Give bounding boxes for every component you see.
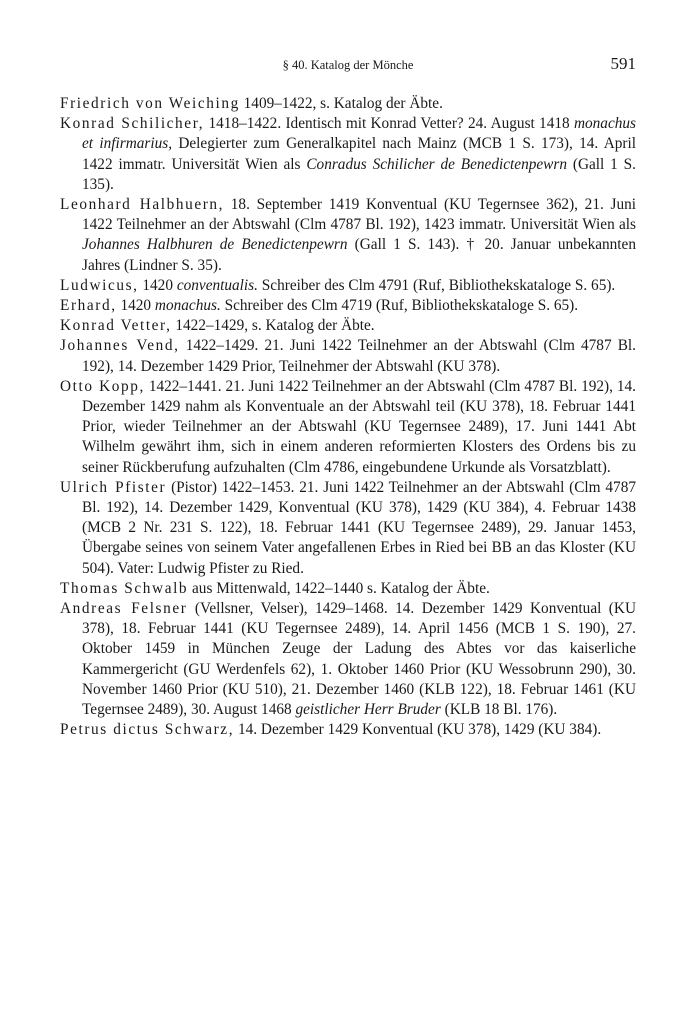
catalog-entry <box>60 296 636 316</box>
entry-text: aus Mittenwald, 1422–1440 s. Katalog der Äbte. <box>188 579 490 597</box>
monk-name: Friedrich von Weiching <box>60 95 240 112</box>
entry-text: (Vellsner, Velser), 1429–1468. 14. Dezember 1429 Konventual (KU 378), 18. Februar 1441 (KU Tegernsee 2489), 14. April 1456 (MCB 1 S. 190), 27. Oktober 1459 in München Zeuge der Ladung des Abtes vor das kaiserliche Kammergericht (GU Werdenfels 62), 1. Oktober 1460 Prior (KU Wessobrunn 290), 30. November 1460 Prior (KU 510), 21. Dezember 1460 (KLB 122), 18. Februar 1461 (KU Tegernsee 2489), 30. August 1468 <box>82 600 636 719</box>
page-number: 591 <box>610 54 636 73</box>
monk-name: Thomas Schwalb <box>60 579 189 597</box>
entry-text: 1422–1429. 21. Juni 1422 Teilnehmer an der Abtswahl (Clm 4787 Bl. 192), 14. Dezember 1429 Prior, Teilnehmer der Abtswahl (KU 378). <box>82 337 636 375</box>
monk-name: Ulrich Pfister <box>60 478 167 496</box>
catalog-entry <box>60 114 636 195</box>
header-title: § 40. Katalog der Mönche <box>282 58 414 72</box>
entry-text: (KLB 18 Bl. 176). <box>440 701 558 719</box>
italic-quotation: Johannes Halbhuren de Benedictenpewrn <box>82 236 348 254</box>
catalog-entry <box>60 377 636 478</box>
entry-text: (Pistor) 1422–1453. 21. Juni 1422 Teilnehmer an der Abtswahl (Clm 4787 Bl. 192), 14. Dezember 1429, Konventual (KU 378), 1429 (KU 384), 4. Februar 1438 (MCB 2 Nr. 231 S. 122), 18. Februar 1441 (KU Tegernsee 2489), 29. Januar 1453, Übergabe seines von seinem Vater angefallenen Erbes in Ried bei BB an das Kloster (KU 504). Vater: Ludwig Pfister zu Ried. <box>82 478 636 577</box>
catalog-entry <box>60 336 636 376</box>
monk-name: Andreas Felsner <box>60 600 188 618</box>
italic-quotation: conventualis. <box>176 276 258 294</box>
italic-quotation: geistlicher Herr Bruder <box>295 701 441 719</box>
entry-text: 1420 <box>116 297 155 315</box>
entry-text: 1422–1441. 21. Juni 1422 Teilnehmer an der Abtswahl (Clm 4787 Bl. 192), 14. Dezember 1429 nahm als Konventuale an der Abtswahl teil (KU 378), 18. Februar 1441 Prior, wieder Teilnehmer an der Abtswahl (KU Tegernsee 2489), 17. Juni 1441 Abt Wilhelm gewährt ihm, sich in einem anderen reformierten Klosters des Ordens bis zu seiner Rückberufung aufzuhalten (Clm 4786, eingebundene Urkunde als Vorsatzblatt). <box>82 377 636 476</box>
monk-name: Konrad Vetter, <box>60 317 172 335</box>
italic-quotation: monachus et infirmarius, <box>82 115 636 153</box>
monk-name: Leonhard Halbhuern, <box>60 196 225 214</box>
catalog-entry <box>60 579 636 599</box>
entry-text: Delegierter zum Generalkapitel nach Mainz (MCB 1 S. 173), 14. April 1422 immatr. Universität Wien als <box>82 135 636 173</box>
monk-name: Konrad Schilicher, <box>60 115 205 133</box>
italic-quotation: Conradus Schilicher de Benedictenpewrn <box>306 155 567 173</box>
entry-text: 18. September 1419 Konventual (KU Tegernsee 362), 21. Juni 1422 Teilnehmer an der Abtswahl (Clm 4787 Bl. 192), 1423 immatr. Universität Wien als <box>82 196 636 234</box>
running-header <box>60 54 636 78</box>
entry-text: 1422–1429, s. Katalog der Äbte. <box>171 317 375 335</box>
entry-text: 1420 <box>138 276 177 294</box>
entry-text: 1418–1422. Identisch mit Konrad Vetter? 24. August 1418 <box>204 115 574 133</box>
catalog-entry <box>60 276 636 296</box>
entry-text: Schreiber des Clm 4719 (Ruf, Bibliothekskataloge S. 65). <box>220 297 579 315</box>
monk-name: Otto Kopp, <box>60 377 145 395</box>
monk-name: Ludwicus, <box>60 276 139 294</box>
entry-text: (Gall 1 S. 135). <box>82 155 637 193</box>
catalog-entry <box>60 94 636 114</box>
catalog-entry <box>60 720 636 740</box>
monk-name: Johannes Vend, <box>60 337 180 355</box>
catalog-entry <box>60 478 636 579</box>
entry-text: 1409–1422, s. Katalog der Äbte. <box>239 95 443 112</box>
catalog-entry <box>60 316 636 336</box>
entry-text: 14. Dezember 1429 Konventual (KU 378), 1429 (KU 384). <box>234 721 602 739</box>
catalog-entries <box>60 94 636 741</box>
italic-quotation: monachus. <box>154 297 221 315</box>
entry-text: Schreiber des Clm 4791 (Ruf, Bibliothekskataloge S. 65). <box>257 276 616 294</box>
monk-name: Erhard, <box>60 297 117 315</box>
entry-text: (Gall 1 S. 143). † 20. Januar unbekannten Jahres (Lindner S. 35). <box>82 236 636 274</box>
monk-name: Petrus dictus Schwarz, <box>60 721 235 739</box>
catalog-entry <box>60 599 636 720</box>
catalog-entry <box>60 195 636 276</box>
